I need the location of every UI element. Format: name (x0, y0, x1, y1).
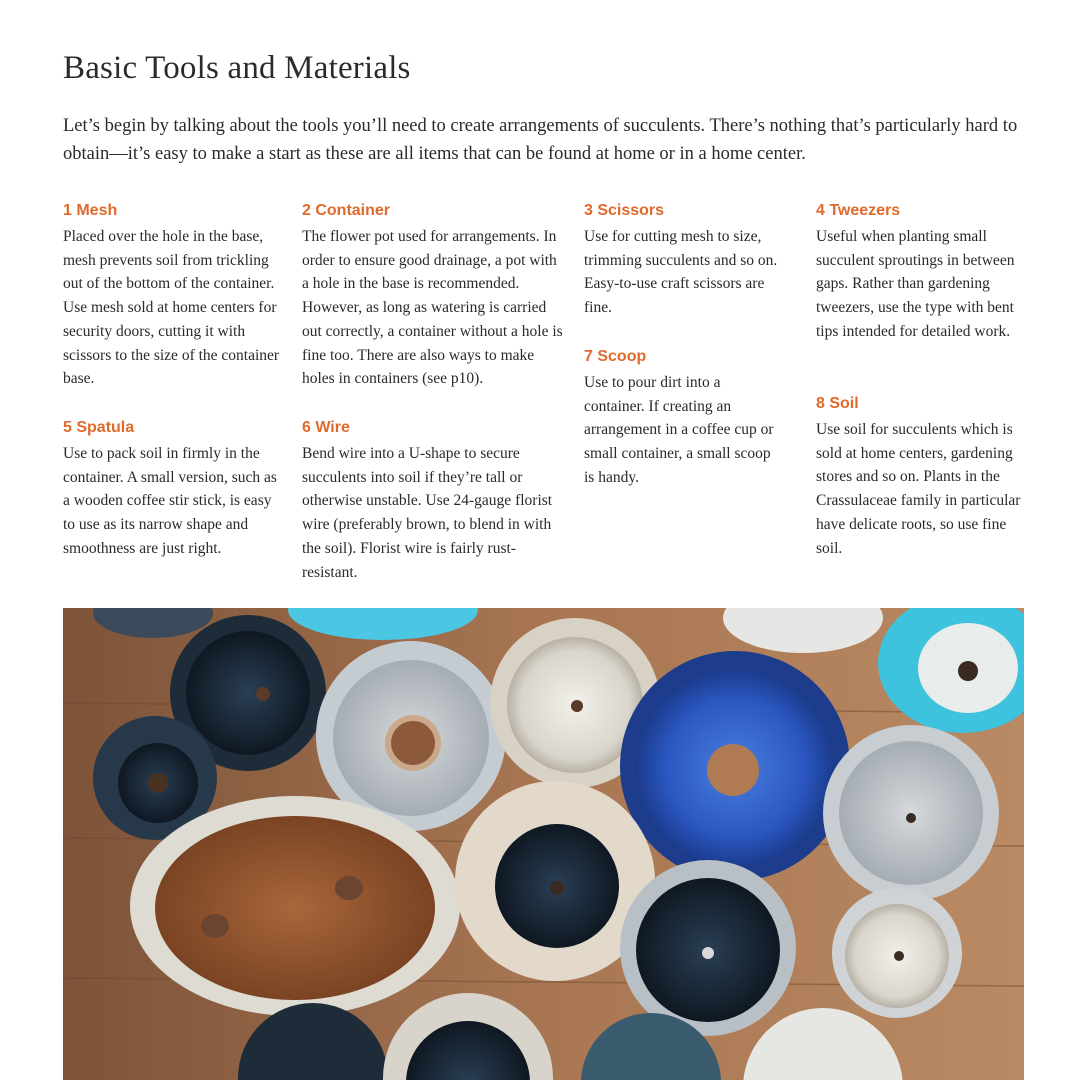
pots-illustration (63, 608, 1024, 1080)
pots-photo (63, 608, 1024, 1080)
item-body: Use to pack soil in firmly in the container. A small version, such as a wooden coffee stir stick, is easy to use as its narrow shape and smoothness are just right. (63, 445, 277, 557)
item-tweezers (816, 200, 1031, 344)
item-heading: 8 Soil (816, 395, 859, 412)
item-body: Bend wire into a U-shape to secure succulents into soil if they’re tall or otherwise unstable. Use 24-gauge florist wire (preferably brown, to blend in with the soil). Florist wire is fairly rust-resistant. (302, 445, 553, 581)
item-heading: 1 Mesh (63, 202, 118, 219)
item-heading: 5 Spatula (63, 419, 135, 436)
item-body: Use soil for succulents which is sold at home centers, gardening stores and so on. Plants in the Crassulaceae family in particular have delicate roots, so use fine soil. (816, 421, 1021, 557)
item-heading: 6 Wire (302, 419, 350, 436)
item-body: Placed over the hole in the base, mesh prevents soil from trickling out of the bottom of the container. Use mesh sold at home centers for security doors, cutting it with scissors to the size of the container base. (63, 228, 280, 388)
item-scissors (584, 200, 784, 320)
item-body: Use to pour dirt into a container. If creating an arrangement in a coffee cup or small container, a small scoop is handy. (584, 374, 774, 486)
item-scoop (584, 346, 784, 490)
page-title: Basic Tools and Materials (63, 50, 411, 86)
item-heading: 4 Tweezers (816, 202, 901, 219)
item-body: Use for cutting mesh to size, trimming succulents and so on. Easy-to-use craft scissors are fine. (584, 228, 778, 317)
item-heading: 3 Scissors (584, 202, 665, 219)
item-container (302, 200, 564, 391)
item-heading: 2 Container (302, 202, 391, 219)
item-body: The flower pot used for arrangements. In order to ensure good drainage, a pot with a hole in the base is recommended. However, as long as watering is carried out correctly, a container without a hole is fine too. There are also ways to make holes in containers (see p10). (302, 228, 563, 388)
item-spatula (63, 417, 281, 561)
item-mesh (63, 200, 281, 391)
item-heading: 7 Scoop (584, 348, 647, 365)
item-soil (816, 393, 1031, 560)
item-body: Useful when planting small succulent sproutings in between gaps. Rather than gardening tweezers, use the type with bent tips intended for detailed work. (816, 228, 1015, 340)
item-wire (302, 417, 564, 584)
intro-paragraph: Let’s begin by talking about the tools you’ll need to create arrangements of succulents. There’s nothing that’s particularly hard to obtain—it’s easy to make a start as these are all items that can be found at home or in a home center. (63, 116, 1018, 164)
